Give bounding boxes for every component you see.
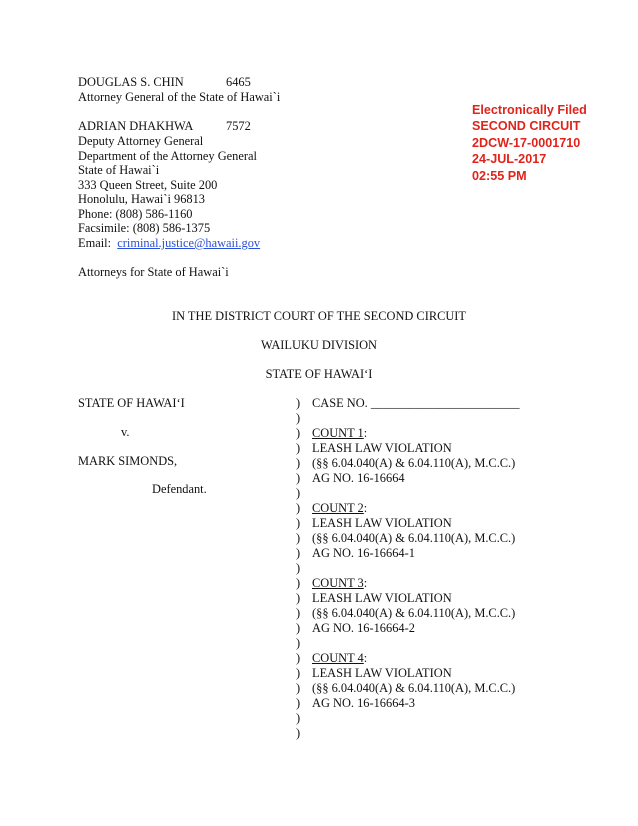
count-statute: (§§ 6.04.040(A) & 6.04.110(A), M.C.C.) [312,681,516,695]
city-address: Honolulu, Hawai`i 96813 [78,192,205,206]
stamp-line-2: SECOND CIRCUIT [472,119,581,134]
count-violation: LEASH LAW VIOLATION [312,516,452,530]
paren: ) [296,681,301,695]
paren: ) [296,486,301,500]
court-title: IN THE DISTRICT COURT OF THE SECOND CIRCUIT [171,309,466,323]
stamp-line-4: 24-JUL-2017 [472,152,547,167]
plaintiff: STATE OF HAWAIʻI [78,396,185,410]
stamp-line-1: Electronically Filed [472,103,587,117]
paren: ) [296,426,301,440]
versus: v. [121,425,130,439]
count-violation: LEASH LAW VIOLATION [312,666,452,680]
count-block-3: COUNT 3: [312,576,368,590]
count-label: COUNT 3 [312,576,364,590]
count-ag-no: AG NO. 16-16664-2 [312,621,415,635]
defendant-label: Defendant. [152,482,207,496]
paren: ) [296,636,301,650]
count-ag-no: AG NO. 16-16664-1 [312,546,415,560]
defendant-name: MARK SIMONDS, [78,454,178,468]
count-label: COUNT 1 [312,426,364,440]
paren: ) [296,711,301,725]
count-label: COUNT 4 [312,651,364,665]
paren: ) [296,441,301,455]
attorneys-for: Attorneys for State of Hawai`i [78,265,229,279]
count-label: COUNT 2 [312,501,364,515]
paren: ) [296,516,301,530]
count-statute: (§§ 6.04.040(A) & 6.04.110(A), M.C.C.) [312,531,516,545]
email-link[interactable]: criminal.justice@hawaii.gov [117,236,261,250]
paren: ) [296,411,301,425]
attorney2-title: Deputy Attorney General [78,134,204,148]
court-state: STATE OF HAWAIʻI [265,367,373,381]
attorney2-name: ADRIAN DHAKHWA [78,119,194,133]
paren: ) [296,666,301,680]
count-block-2: COUNT 2: [312,501,368,515]
count-statute: (§§ 6.04.040(A) & 6.04.110(A), M.C.C.) [312,456,516,470]
paren: ) [296,576,301,590]
paren: ) [296,546,301,560]
paren: ) [296,561,301,575]
phone: Phone: (808) 586-1160 [78,207,193,221]
stamp-line-5: 02:55 PM [472,168,527,183]
email-row [78,236,260,251]
paren: ) [296,501,301,515]
attorney1-name: DOUGLAS S. CHIN [78,75,184,89]
count-violation: LEASH LAW VIOLATION [312,441,452,455]
paren: ) [296,396,301,410]
count-ag-no: AG NO. 16-16664 [312,471,405,485]
attorney1-number: 6465 [226,75,251,89]
paren: ) [296,456,301,470]
street-address: 333 Queen Street, Suite 200 [78,178,218,192]
paren: ) [296,726,301,740]
department: Department of the Attorney General [78,149,257,163]
paren: ) [296,696,301,710]
count-block-1: COUNT 1: [312,426,368,440]
facsimile: Facsimile: (808) 586-1375 [78,221,211,235]
paren: ) [296,621,301,635]
case-number: CASE NO. ________________________ [312,396,520,410]
paren: ) [296,606,301,620]
count-statute: (§§ 6.04.040(A) & 6.04.110(A), M.C.C.) [312,606,516,620]
attorney2-number: 7572 [226,119,251,133]
case-info [312,396,520,711]
paren: ) [296,471,301,485]
filing-stamp [472,102,587,184]
attorney1-title: Attorney General of the State of Hawai`i [78,90,281,104]
court-division: WAILUKU DIVISION [261,338,377,352]
paren: ) [296,531,301,545]
count-ag-no: AG NO. 16-16664-3 [312,696,415,710]
count-violation: LEASH LAW VIOLATION [312,591,452,605]
count-block-4: COUNT 4: [312,651,368,665]
stamp-line-3: 2DCW-17-0001710 [472,135,581,150]
paren: ) [296,651,301,665]
caption-paren-column [296,396,300,741]
paren: ) [296,591,301,605]
email-label: Email: [78,236,112,250]
state-line: State of Hawai`i [78,163,160,177]
